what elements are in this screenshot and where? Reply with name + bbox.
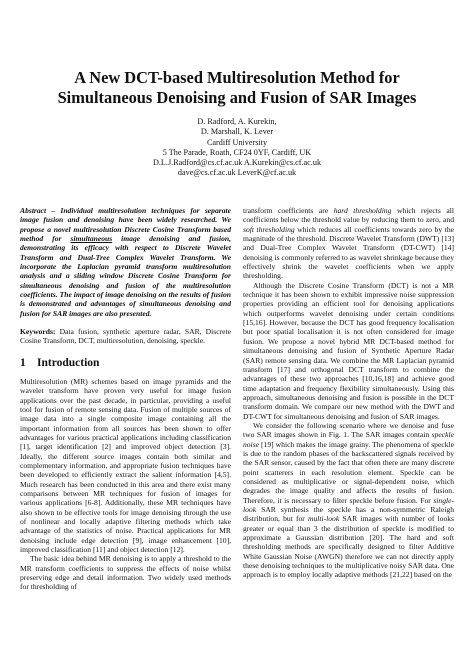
email-line: D.L.J.Radford@cs.cf.ac.uk A.Kurekin@cs.cf.ac.uk bbox=[152, 158, 322, 168]
text-run: We consider the following scenario where we denoise and fuse two SAR images shown in Fig. 1. The SAR images contain bbox=[243, 420, 454, 440]
emphasis: speckle noise bbox=[243, 430, 454, 449]
emphasis: soft thresholding bbox=[243, 224, 295, 234]
address: 5 The Parade, Roath, CF24 0YF, Cardiff, UK bbox=[162, 147, 312, 157]
title-line-2: Simultaneous Denoising and Fusion of SAR Images bbox=[57, 88, 417, 107]
body-paragraph: The basic idea behind MR denoising is to apply a threshold to the MR transform coefficients to suppress the effects of noise whilst preserving edge and detail information. Two widely used methods for thresholding of bbox=[20, 554, 231, 592]
author-line: D. Marshall, K. Lever bbox=[200, 127, 274, 137]
email-line: dave@cs.cf.ac.uk LeverK@cf.ac.uk bbox=[177, 168, 297, 178]
text-run: transform coefficients are bbox=[243, 206, 334, 215]
author-line: D. Radford, A. Kurekin, bbox=[197, 117, 277, 126]
keywords-label: Keywords: bbox=[20, 327, 56, 337]
text-run: which reduces all coefficients towards zero by the magnitude of the threshold. Discrete Wavelet Transform (DWT) [13] and Dual-Tree Complex Wavelet Transform (DT-CWT) [14] denoising is commonly referred to as wavelet shrinkage because they effectively shrink the wavelet coefficients when we apply thresholding. bbox=[243, 224, 454, 281]
text-run: which rejects all coefficients below the threshold value by reducing them to zero, and bbox=[243, 206, 454, 225]
keywords-text: Data fusion, synthetic aperture radar, SAR, Discrete Cosine Transform, DCT, multiresolution, denoising, speckle. bbox=[20, 327, 231, 346]
section-heading bbox=[20, 356, 231, 370]
abstract-underlined: simultaneous bbox=[70, 234, 113, 244]
right-column bbox=[243, 206, 454, 580]
abstract-text-1: Abstract – Individual multiresolution techniques for separate image fusion and denoising have been widely researched. We propose a novel multiresolution Discrete Cosine Transform based method for bbox=[20, 206, 231, 244]
keywords bbox=[20, 327, 231, 346]
abstract-text-2: image denoising and fusion, demonstrating its efficacy with respect to Discrete Wavelet Transform and Dual-Tree Complex Wavelet Transform. We incorporate the Laplacian pyramid transform multiresolution analysis and a sliding window Discrete Cosine Transform for simultaneous denoising and fusion of the multiresolution coefficients. The impact of image denoising on the results of fusion is demonstrated and advantages of simultaneous denoising and fusion for SAR images are also presented. bbox=[20, 234, 231, 318]
text-run: SAR images with number of looks greater or equal than 3 the distribution of speckle is modified to approximate a Gaussian distribution [20]. The hard and soft thresholding methods are specifically designed to filter Additive White Gaussian Noise (AWGN) therefore we can not directly apply these denoising techniques to the multiplicative noisy SAR data. One approach is to employ locally adaptive methods [21,22] based on the bbox=[243, 514, 455, 580]
title-line-1: A New DCT-based Multiresolution Method for bbox=[74, 68, 400, 87]
body-paragraph bbox=[243, 206, 454, 281]
paper-title bbox=[20, 68, 454, 108]
text-run: [19] which makes the image grainy. The phenomena of speckle is due to the random phases of the backscattered signals received by the SAR sensor, caused by the fact that often there are many discrete point scatterers in each resolution element. Speckle can be considered as multiplicative or signal-dependent noise, which degrades the image quality and affects the results of fusion. Therefore, it is necessary to filter speckle before fusion. For bbox=[243, 439, 454, 505]
body-paragraph: Although the Discrete Cosine Transform (DCT) is not a MR technique it has been shown to exhibit impressive noise suppression properties providing an efficient tool for denoising applications which outperforms wavelet denoising under certain conditions [15,16]. However, because the DCT has good frequency localisation but poor spatial localisation it is not often considered for image fusion. We propose a novel hybrid MR DCT-based method for simultaneous denoising and fusion of Synthetic Aperture Radar (SAR) remote sensing data. We combine the MR Laplacian pyramid transform [17] and orthogonal DCT transform to combine the advantages of these two approaches [10,16,18] and achieve good time adaptation and frequency flexibility simultaneously. Using this approach, simultaneous denoising and fusion is possible in the DCT transform domain. We compare our new method with the DWT and DT-CWT for simultaneous denoising and fusion of SAR images. bbox=[243, 280, 454, 421]
body-paragraph: Multiresolution (MR) schemes based on image pyramids and the wavelet transform have proven very useful for image fusion applications over the past decade, in particular, providing a useful tool for fusion of remote sensing data. Fusion of multiple sources of image data into a single composite image containing all the important information from all sources has been shown to offer advantages for various practical applications including classification [1], target identification [2] and improved object detection [3]. Ideally, the different source images contain both similar and complementary information, and appropriate fusion techniques have been developed to efficiently extract the salient information [4,5]. Much research has been conducted in this area and there exist many comparisons between MR techniques for fusion of images for various applications [6-8]. Additionally, these MR techniques have also shown to be effective tools for image denoising through the use of nonlinear and locally adaptive filtering methods which take advantage of the statistics of noise. Practical applications for MR denoising include edge detection [9], image enhancement [10], improved classification [11] and object detection [12]. bbox=[20, 376, 231, 554]
affiliation: Cardiff University bbox=[206, 137, 268, 147]
body-paragraph bbox=[243, 421, 454, 580]
section-number: 1 bbox=[20, 356, 26, 369]
author-block bbox=[20, 117, 454, 179]
emphasis: hard thresholding bbox=[333, 206, 392, 215]
abstract bbox=[20, 206, 231, 318]
emphasis: single-look bbox=[243, 495, 454, 514]
section-title: Introduction bbox=[37, 356, 100, 369]
text-run: SAR synthesis the speckle has a non-symmetric Raleigh distribution, but for bbox=[243, 505, 454, 524]
left-column bbox=[20, 206, 231, 592]
emphasis: multi-look bbox=[308, 514, 340, 524]
